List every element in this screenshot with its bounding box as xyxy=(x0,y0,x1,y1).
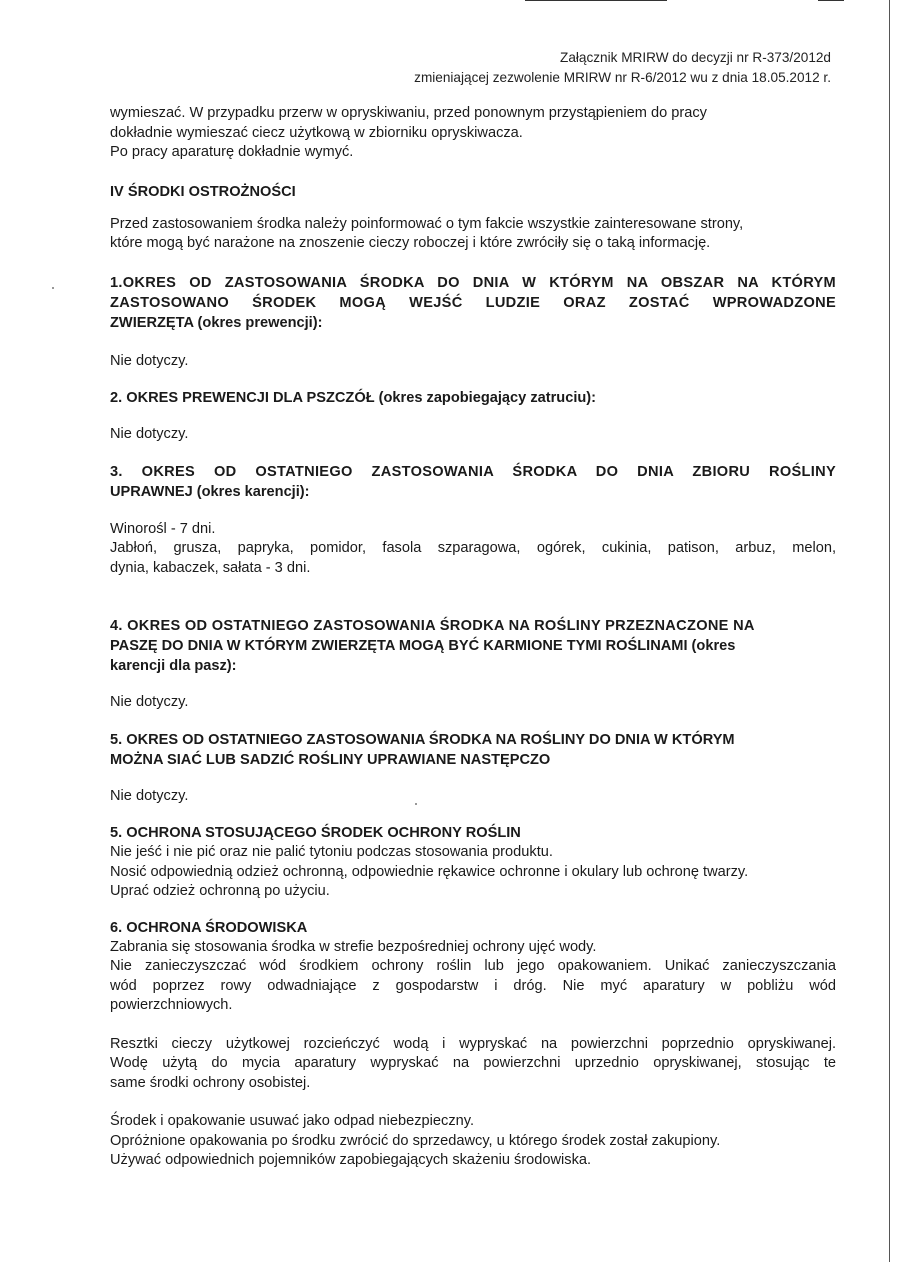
section-body: Uprać odzież ochronną po użyciu. xyxy=(110,883,330,899)
section-body: Nie zanieczyszczać wód środkiem ochrony roślin lub jego opakowaniem. Unikać zanieczyszczania xyxy=(110,958,836,974)
paragraph-line: które mogą być narażone na znoszenie cieczy roboczej i które zwróciły się o taką informację. xyxy=(110,235,711,251)
section-heading: karencji dla pasz): xyxy=(110,658,237,674)
section-body: Używać odpowiednich pojemników zapobiegających skażeniu środowiska. xyxy=(110,1152,592,1168)
section-body: Jabłoń, grusza, papryka, pomidor, fasola szparagowa, ogórek, cukinia, patison, arbuz, melon, xyxy=(110,540,836,556)
section-body: Nie dotyczy. xyxy=(110,352,189,369)
section-body: Zabrania się stosowania środka w strefie bezpośredniej ochrony ujęć wody. xyxy=(110,938,597,955)
section-heading: MOŻNA SIAĆ LUB SADZIĆ ROŚLINY UPRAWIANE NASTĘPCZO xyxy=(110,751,551,768)
intro-line: dokładnie wymieszać ciecz użytkową w zbiorniku opryskiwacza. xyxy=(110,124,523,141)
section-heading: 6. OCHRONA ŚRODOWISKA xyxy=(110,919,308,936)
section-body: Nie jeść i nie pić oraz nie palić tytoniu podczas stosowania produktu. xyxy=(110,844,553,860)
section-heading: 2. OKRES PREWENCJI DLA PSZCZÓŁ (okres zapobiegający zatruciu): xyxy=(110,390,597,406)
section-body: powierzchniowych. xyxy=(110,997,233,1013)
section-body: Nosić odpowiednią odzież ochronną, odpowiednie rękawice ochronne i okulary lub ochronę twarzy. xyxy=(110,863,749,880)
intro-line: Po pracy aparaturę dokładnie wymyć. xyxy=(110,144,354,160)
section-heading: 5. OCHRONA STOSUJĄCEGO ŚRODEK OCHRONY ROŚLIN xyxy=(110,825,521,841)
scan-speck xyxy=(52,287,54,289)
section-body: Nie dotyczy. xyxy=(110,694,189,710)
section-body: same środki ochrony osobistej. xyxy=(110,1074,311,1091)
scan-edge-right xyxy=(889,0,890,1262)
scan-edge-top xyxy=(525,0,667,1)
section-body: Środek i opakowanie usuwać jako odpad niebezpieczny. xyxy=(110,1113,474,1129)
section-heading: 5. OKRES OD OSTATNIEGO ZASTOSOWANIA ŚRODKA NA ROŚLINY DO DNIA W KTÓRYM xyxy=(110,731,735,748)
section-heading: 1.OKRES OD ZASTOSOWANIA ŚRODKA DO DNIA W KTÓRYM NA OBSZAR NA KTÓRYM xyxy=(110,274,836,291)
section-body: Winorośl - 7 dni. xyxy=(110,520,216,537)
section-heading: UPRAWNEJ (okres karencji): xyxy=(110,483,310,500)
header-annex-line: Załącznik MRIRW do decyzji nr R-373/2012d xyxy=(560,50,831,65)
section-heading: IV ŚRODKI OSTROŻNOŚCI xyxy=(110,183,296,200)
section-heading: ZWIERZĘTA (okres prewencji): xyxy=(110,314,323,331)
section-body: Opróżnione opakowania po środku zwrócić do sprzedawcy, u którego środek został zakupiony. xyxy=(110,1132,721,1149)
section-heading: 3. OKRES OD OSTATNIEGO ZASTOSOWANIA ŚRODKA DO DNIA ZBIORU ROŚLINY xyxy=(110,463,836,480)
paragraph-line: Przed zastosowaniem środka należy poinformować o tym fakcie wszystkie zainteresowane strony, xyxy=(110,215,744,232)
section-body: Nie dotyczy. xyxy=(110,426,189,442)
document-header xyxy=(414,48,831,88)
section-body: wód poprzez rowy odwadniające z gospodarstw i dróg. Nie myć aparatury w pobliżu wód xyxy=(110,977,836,994)
section-heading: ZASTOSOWANO ŚRODEK MOGĄ WEJŚĆ LUDZIE ORAZ ZOSTAĆ WPROWADZONE xyxy=(110,294,836,311)
section-heading: 4. OKRES OD OSTATNIEGO ZASTOSOWANIA ŚRODKA NA ROŚLINY PRZEZNACZONE NA xyxy=(110,618,755,634)
header-amendment-line: zmieniającej zezwolenie MRIRW nr R-6/2012 wu z dnia 18.05.2012 r. xyxy=(414,70,831,85)
section-body: Resztki cieczy użytkowej rozcieńczyć wodą i wypryskać na powierzchni poprzednio opryskiwanej. xyxy=(110,1035,836,1052)
scan-edge-top-right xyxy=(818,0,844,1)
section-body: Wodę użytą do mycia aparatury wypryskać na powierzchni uprzednio opryskiwanej, stosując te xyxy=(110,1055,836,1071)
section-body: dynia, kabaczek, sałata - 3 dni. xyxy=(110,559,311,576)
document-body xyxy=(110,104,836,1171)
section-heading: PASZĘ DO DNIA W KTÓRYM ZWIERZĘTA MOGĄ BYĆ KARMIONE TYMI ROŚLINAMI (okres xyxy=(110,638,736,654)
section-body: Nie dotyczy. xyxy=(110,787,189,804)
intro-line: wymieszać. W przypadku przerw w opryskiwaniu, przed ponownym przystąpieniem do pracy xyxy=(110,105,707,121)
